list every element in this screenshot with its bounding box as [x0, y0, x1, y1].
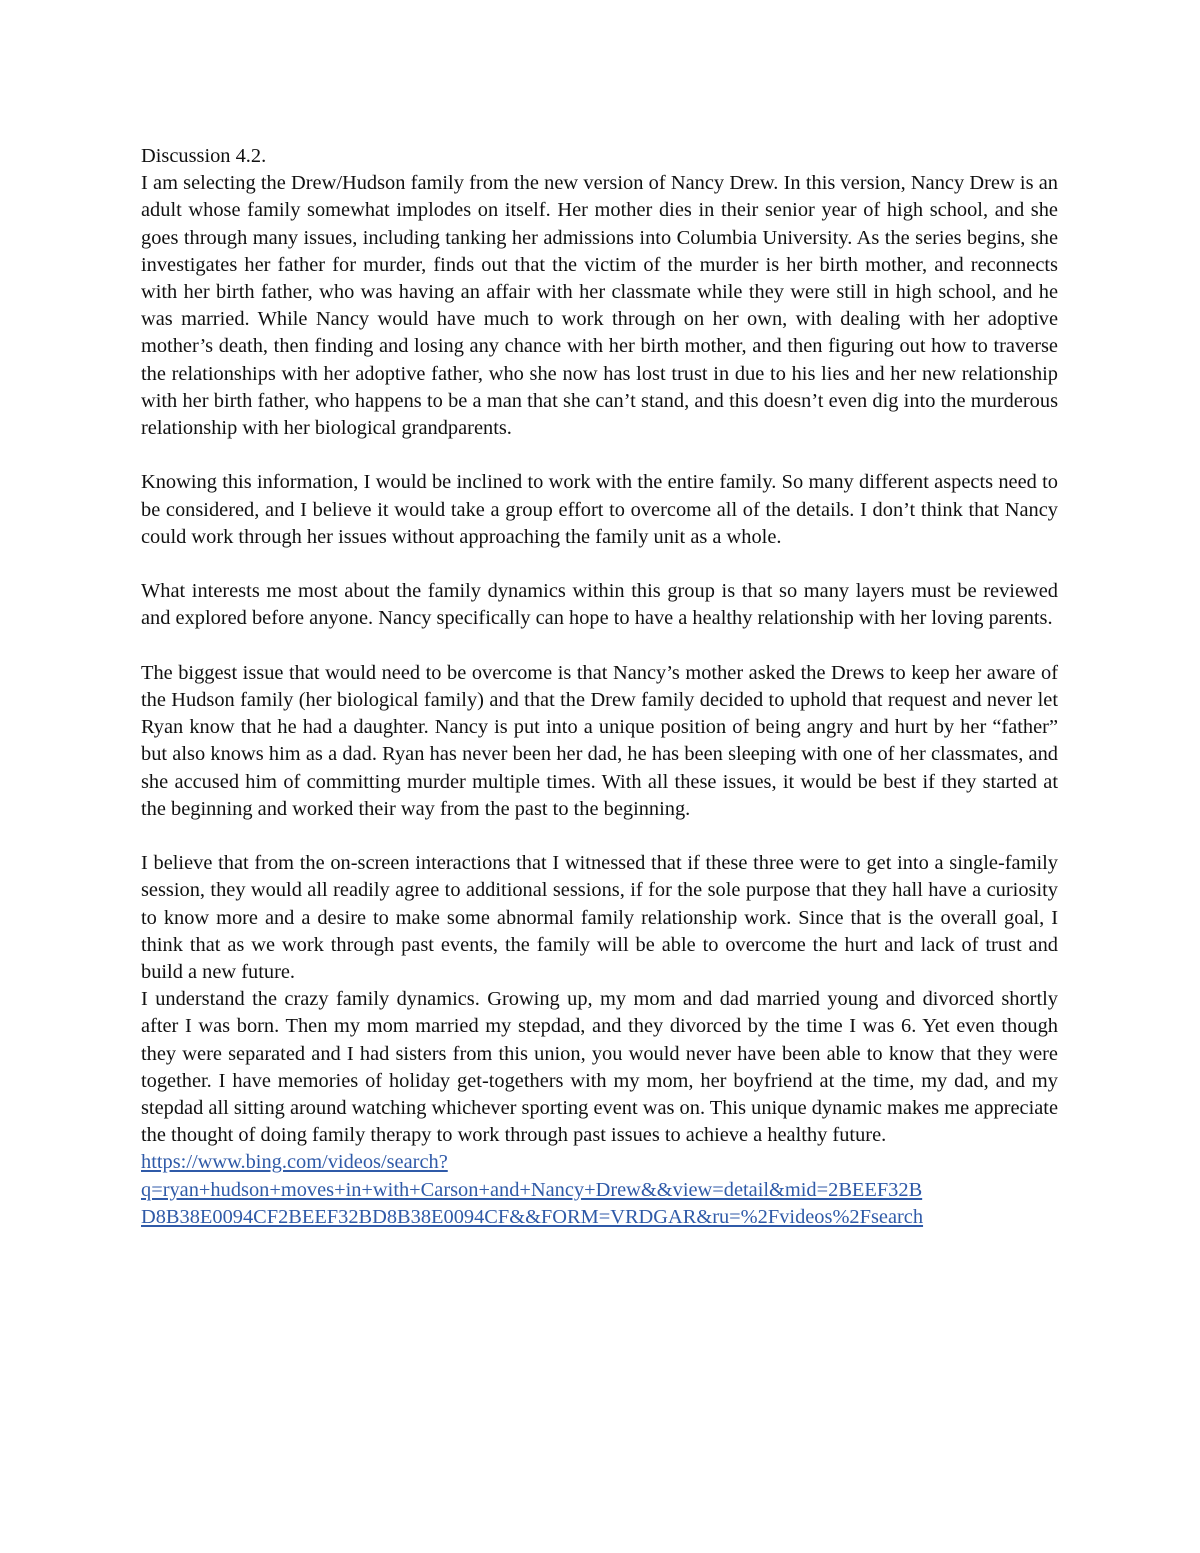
- paragraph-gap: [141, 633, 1058, 660]
- paragraph-gap: [141, 823, 1058, 850]
- reference-link-line-1[interactable]: https://www.bing.com/videos/search?: [141, 1151, 448, 1174]
- document-page: [141, 143, 1058, 1231]
- paragraph-personal-experience: I understand the crazy family dynamics. Growing up, my mom and dad married young and divorced shortly after I was born. Then my mom married my stepdad, and they divorced by the time I was 6. Yet even though they were separated and I had sisters from this union, you would never have been able to know that they were together. I have memories of holiday get-togethers with my mom, her boyfriend at the time, my dad, and my stepdad all sitting around watching whichever sporting event was on. This unique dynamic makes me appreciate the thought of doing family therapy to work through past issues to achieve a healthy future.: [141, 988, 1058, 1147]
- paragraph-family-selection: I am selecting the Drew/Hudson family from the new version of Nancy Drew. In this version, Nancy Drew is an adult whose family somewhat implodes on itself. Her mother dies in their senior year of high school, and she goes through many issues, including tanking her admissions into Columbia University. As the series begins, she investigates her father for murder, finds out that the victim of the murder is her birth mother, and reconnects with her birth father, who was having an affair with her classmate while they were still in high school, and he was married. While Nancy would have much to work through on her own, with dealing with her adoptive mother’s death, then finding and losing any chance with her birth mother, and then figuring out how to traverse the relationships with her adoptive father, who she now has lost trust in due to his lies and her new relationship with her birth father, who happens to be a man that she can’t stand, and this doesn’t even dig into the murderous relationship with her biological grandparents.: [141, 172, 1058, 440]
- reference-link-line-3[interactable]: D8B38E0094CF2BEEF32BD8B38E0094CF&&FORM=VRDGAR&ru=%2Fvideos%2Fsearch: [141, 1205, 924, 1228]
- paragraph-family-approach: Knowing this information, I would be inclined to work with the entire family. So many different aspects need to be considered, and I believe it would take a group effort to overcome all of the details. I don’t think that Nancy could work through her issues without approaching the family unit as a whole.: [141, 471, 1058, 548]
- reference-link-line-2[interactable]: q=ryan+hudson+moves+in+with+Carson+and+Nancy+Drew&&view=detail&mid=2BEEF32B: [141, 1178, 923, 1201]
- document-heading: Discussion 4.2.: [141, 145, 267, 167]
- paragraph-gap: [141, 442, 1058, 469]
- paragraph-biggest-issue: The biggest issue that would need to be overcome is that Nancy’s mother asked the Drews to keep her aware of the Hudson family (her biological family) and that the Drew family decided to uphold that request and never let Ryan know that he had a daughter. Nancy is put into a unique position of being angry and hurt by her “father” but also knows him as a dad. Ryan has never been her dad, he has been sleeping with one of her classmates, and she accused him of committing murder multiple times. With all these issues, it would be best if they started at the beginning and worked their way from the past to the beginning.: [141, 661, 1058, 820]
- paragraph-session-outlook: I believe that from the on-screen interactions that I witnessed that if these three were to get into a single-family session, they would all readily agree to additional sessions, if for the sole purpose that they hall have a curiosity to know more and a desire to make some abnormal family relationship work. Since that is the overall goal, I think that as we work through past events, the family will be able to overcome the hurt and lack of trust and build a new future.: [141, 852, 1058, 984]
- paragraph-family-dynamics: What interests me most about the family dynamics within this group is that so many layers must be reviewed and explored before anyone. Nancy specifically can hope to have a healthy relationship with her loving parents.: [141, 580, 1058, 630]
- paragraph-gap: [141, 551, 1058, 578]
